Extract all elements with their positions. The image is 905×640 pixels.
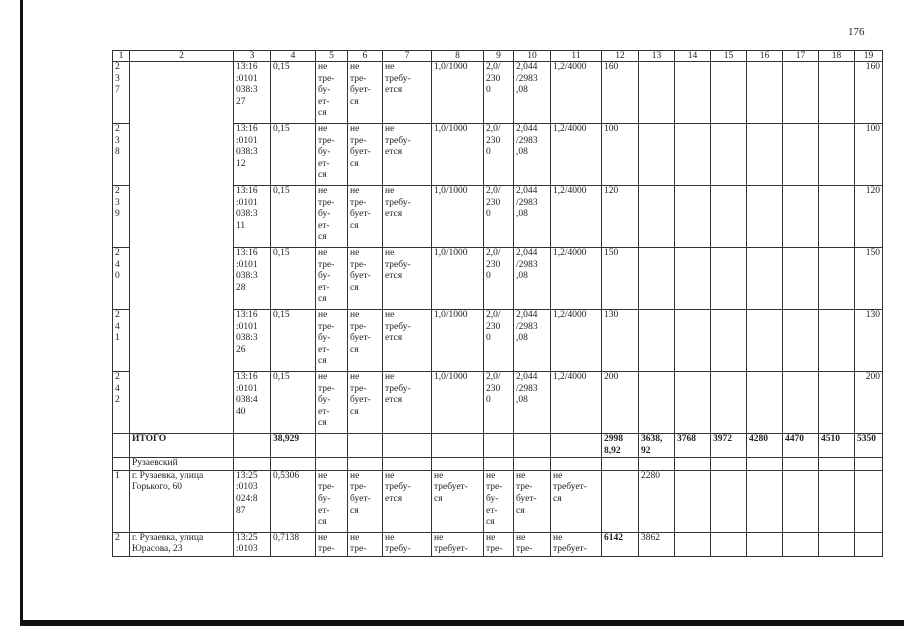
table-cell [514, 458, 551, 471]
table-cell [675, 124, 711, 186]
table-cell: 1,2/4000 [551, 186, 602, 248]
table-cell: 130 [855, 310, 883, 372]
column-header: 8 [432, 51, 484, 62]
table-cell: 1,0/1000 [432, 62, 484, 124]
table-cell [711, 532, 747, 556]
table-cell [819, 310, 855, 372]
table-cell [711, 470, 747, 532]
area-cell: 0,15 [271, 310, 316, 372]
table-cell [383, 434, 432, 458]
column-header: 5 [316, 51, 348, 62]
table-cell [855, 532, 883, 556]
table-cell: не требу- ется [383, 470, 432, 532]
table-cell [348, 458, 383, 471]
table-cell: не требу- ется [383, 186, 432, 248]
row-number: 2 3 9 [113, 186, 130, 248]
total-cell: 4510 [819, 434, 855, 458]
total-cell: 4470 [783, 434, 819, 458]
table-cell: не тре- бует- ся [514, 470, 551, 532]
table-cell: не тре- [514, 532, 551, 556]
table-cell: 150 [855, 248, 883, 310]
table-cell [675, 532, 711, 556]
table-cell [783, 372, 819, 434]
row-number: 2 3 7 [113, 62, 130, 124]
table-cell [711, 458, 747, 471]
table-cell [783, 124, 819, 186]
scan-left-edge [20, 0, 23, 626]
column-header: 4 [271, 51, 316, 62]
table-cell [819, 532, 855, 556]
table-cell: 1,0/1000 [432, 124, 484, 186]
table-cell [675, 310, 711, 372]
table-cell [348, 434, 383, 458]
table-cell: не требует- ся [432, 470, 484, 532]
table-row [113, 532, 883, 556]
column-header: 6 [348, 51, 383, 62]
table-cell [432, 458, 484, 471]
table-cell [819, 62, 855, 124]
table-cell [747, 124, 783, 186]
table-cell [747, 470, 783, 532]
table-cell [432, 434, 484, 458]
table-cell [783, 310, 819, 372]
table-cell: 1,2/4000 [551, 124, 602, 186]
scan-bottom-edge [20, 620, 904, 626]
table-cell [234, 434, 271, 458]
table-cell [783, 248, 819, 310]
table-cell [819, 458, 855, 471]
table-cell: не тре- бу- ет- ся [316, 248, 348, 310]
table-cell [639, 124, 675, 186]
data-table [112, 50, 883, 557]
table-cell: не требу- ется [383, 124, 432, 186]
table-cell: 2,0/ 230 0 [484, 124, 514, 186]
table-cell: 2280 [639, 470, 675, 532]
table-cell: 2,0/ 230 0 [484, 248, 514, 310]
table-cell: 160 [855, 62, 883, 124]
table-cell: не тре- бу- ет- ся [316, 372, 348, 434]
table-cell: 3862 [639, 532, 675, 556]
area-cell: 0,15 [271, 372, 316, 434]
area-cell: 0,15 [271, 186, 316, 248]
page-number: 176 [848, 26, 865, 38]
table-cell: не требу- ется [383, 310, 432, 372]
table-cell [783, 62, 819, 124]
column-header: 11 [551, 51, 602, 62]
table-cell: 2,0/ 230 0 [484, 62, 514, 124]
table-cell: не требует- [551, 532, 602, 556]
table-cell [711, 248, 747, 310]
column-header: 17 [783, 51, 819, 62]
table-cell: не требу- ется [383, 62, 432, 124]
table-cell: не тре- бует- ся [348, 186, 383, 248]
total-cell: 2998 8,92 [602, 434, 639, 458]
table-cell [819, 124, 855, 186]
table-cell [639, 372, 675, 434]
table-cell [819, 470, 855, 532]
table-cell [747, 532, 783, 556]
table-cell: не тре- бу- ет- ся [316, 62, 348, 124]
table-row [113, 62, 883, 124]
table-cell [783, 470, 819, 532]
table-cell [747, 186, 783, 248]
table-cell: не тре- бует- ся [348, 310, 383, 372]
cadastral-number: 13:25 :0103 024:8 87 [234, 470, 271, 532]
table-cell [711, 310, 747, 372]
table-cell [675, 62, 711, 124]
row-number: 2 4 2 [113, 372, 130, 434]
table-cell [819, 248, 855, 310]
table-cell: не тре- бует- ся [348, 470, 383, 532]
header-row [113, 51, 883, 62]
address-cell-merged [130, 62, 234, 434]
column-header: 19 [855, 51, 883, 62]
table-cell [551, 458, 602, 471]
column-header: 9 [484, 51, 514, 62]
table-cell [602, 470, 639, 532]
table-cell: не требу- [383, 532, 432, 556]
table-cell: не тре- бу- ет- ся [316, 470, 348, 532]
area-cell: 0,5306 [271, 470, 316, 532]
table-cell [819, 186, 855, 248]
table-cell [113, 458, 130, 471]
table-cell [316, 458, 348, 471]
table-cell [783, 186, 819, 248]
table-cell: 6142 [602, 532, 639, 556]
table-cell [855, 458, 883, 471]
table-cell [484, 458, 514, 471]
table-cell: 2,0/ 230 0 [484, 372, 514, 434]
table-cell: не тре- [348, 532, 383, 556]
table-cell: 100 [855, 124, 883, 186]
table-cell: 2,044 /2983 ,08 [514, 62, 551, 124]
table-cell: 2,044 /2983 ,08 [514, 124, 551, 186]
table-cell [639, 248, 675, 310]
table-cell [783, 532, 819, 556]
cadastral-number: 13:16 :0101 038:3 26 [234, 310, 271, 372]
table-cell: не тре- бу- ет- ся [484, 470, 514, 532]
table-cell [747, 62, 783, 124]
column-header: 7 [383, 51, 432, 62]
table-cell [783, 458, 819, 471]
table-cell [675, 186, 711, 248]
table-cell: 1,0/1000 [432, 248, 484, 310]
table-cell: 2,044 /2983 ,08 [514, 372, 551, 434]
table-cell [675, 458, 711, 471]
table-cell: 1,0/1000 [432, 310, 484, 372]
table-cell: не тре- бует- ся [348, 372, 383, 434]
area-cell: 0,15 [271, 248, 316, 310]
cadastral-number: 13:16 :0101 038:3 27 [234, 62, 271, 124]
table-cell [639, 458, 675, 471]
table-cell: 120 [602, 186, 639, 248]
cadastral-number: 13:16 :0101 038:3 12 [234, 124, 271, 186]
section-label: Рузаевский [130, 458, 234, 471]
area-cell: 0,15 [271, 124, 316, 186]
table-cell: 1,0/1000 [432, 372, 484, 434]
table-cell [234, 458, 271, 471]
table-cell [316, 434, 348, 458]
table-cell: не тре- бует- ся [348, 124, 383, 186]
table-cell: 1,2/4000 [551, 310, 602, 372]
table-cell [675, 372, 711, 434]
table-cell: 2,0/ 230 0 [484, 186, 514, 248]
table-cell [747, 458, 783, 471]
row-number: 2 [113, 532, 130, 556]
table-cell [639, 62, 675, 124]
table-cell [675, 248, 711, 310]
column-header: 10 [514, 51, 551, 62]
table-cell [639, 310, 675, 372]
table-cell: 1,2/4000 [551, 372, 602, 434]
table-cell [819, 372, 855, 434]
total-cell: 3768 [675, 434, 711, 458]
row-number: 2 3 8 [113, 124, 130, 186]
section-row [113, 458, 883, 471]
table-cell: 150 [602, 248, 639, 310]
table-cell: 100 [602, 124, 639, 186]
table-cell [747, 372, 783, 434]
table-cell: 130 [602, 310, 639, 372]
table-cell: 200 [855, 372, 883, 434]
table-cell: 200 [602, 372, 639, 434]
cadastral-number: 13:16 :0101 038:3 11 [234, 186, 271, 248]
area-cell: 0,15 [271, 62, 316, 124]
column-header: 16 [747, 51, 783, 62]
table-cell [639, 186, 675, 248]
total-cell: 5350 [855, 434, 883, 458]
table-cell: 160 [602, 62, 639, 124]
table-cell: не тре- бу- ет- ся [316, 186, 348, 248]
table-cell: не тре- бует- ся [348, 248, 383, 310]
row-number: 2 4 0 [113, 248, 130, 310]
address-cell: г. Рузаевка, улица Горького, 60 [130, 470, 234, 532]
total-label: ИТОГО [130, 434, 234, 458]
table-cell [711, 62, 747, 124]
cadastral-number: 13:25 :0103 [234, 532, 271, 556]
table-cell [514, 434, 551, 458]
column-header: 3 [234, 51, 271, 62]
cadastral-number: 13:16 :0101 038:4 40 [234, 372, 271, 434]
column-header: 2 [130, 51, 234, 62]
table-cell: 2,044 /2983 ,08 [514, 186, 551, 248]
table-cell [747, 248, 783, 310]
column-header: 14 [675, 51, 711, 62]
row-number: 1 [113, 470, 130, 532]
column-header: 12 [602, 51, 639, 62]
column-header: 13 [639, 51, 675, 62]
cadastral-number: 13:16 :0101 038:3 28 [234, 248, 271, 310]
table-cell: 2,0/ 230 0 [484, 310, 514, 372]
total-cell: 4280 [747, 434, 783, 458]
table-cell: 120 [855, 186, 883, 248]
total-row [113, 434, 883, 458]
table-cell [602, 458, 639, 471]
table-cell: не тре- [484, 532, 514, 556]
total-cell: 3638, 92 [639, 434, 675, 458]
table-cell: 1,2/4000 [551, 62, 602, 124]
table-cell: 1,0/1000 [432, 186, 484, 248]
address-cell: г. Рузаевка, улица Юрасова, 23 [130, 532, 234, 556]
table-row [113, 470, 883, 532]
table-cell: 1,2/4000 [551, 248, 602, 310]
table-cell: не тре- бу- ет- ся [316, 310, 348, 372]
table-cell [711, 372, 747, 434]
table-cell: не требу- ется [383, 248, 432, 310]
table-cell [484, 434, 514, 458]
table-cell [711, 124, 747, 186]
table-cell [747, 310, 783, 372]
area-cell: 0,7138 [271, 532, 316, 556]
column-header: 1 [113, 51, 130, 62]
table-cell: не требует- ся [551, 470, 602, 532]
table-cell [271, 458, 316, 471]
table-cell [855, 470, 883, 532]
table-cell [113, 434, 130, 458]
table-cell: не требу- ется [383, 372, 432, 434]
table-cell [383, 458, 432, 471]
table-cell: не тре- бует- ся [348, 62, 383, 124]
table-cell [551, 434, 602, 458]
total-area: 38,929 [271, 434, 316, 458]
total-cell: 3972 [711, 434, 747, 458]
table-cell: не требует- [432, 532, 484, 556]
table-cell: 2,044 /2983 ,08 [514, 248, 551, 310]
table-cell: не тре- [316, 532, 348, 556]
row-number: 2 4 1 [113, 310, 130, 372]
table-cell: 2,044 /2983 ,08 [514, 310, 551, 372]
table-cell [711, 186, 747, 248]
column-header: 18 [819, 51, 855, 62]
column-header: 15 [711, 51, 747, 62]
table-cell: не тре- бу- ет- ся [316, 124, 348, 186]
table-cell [675, 470, 711, 532]
